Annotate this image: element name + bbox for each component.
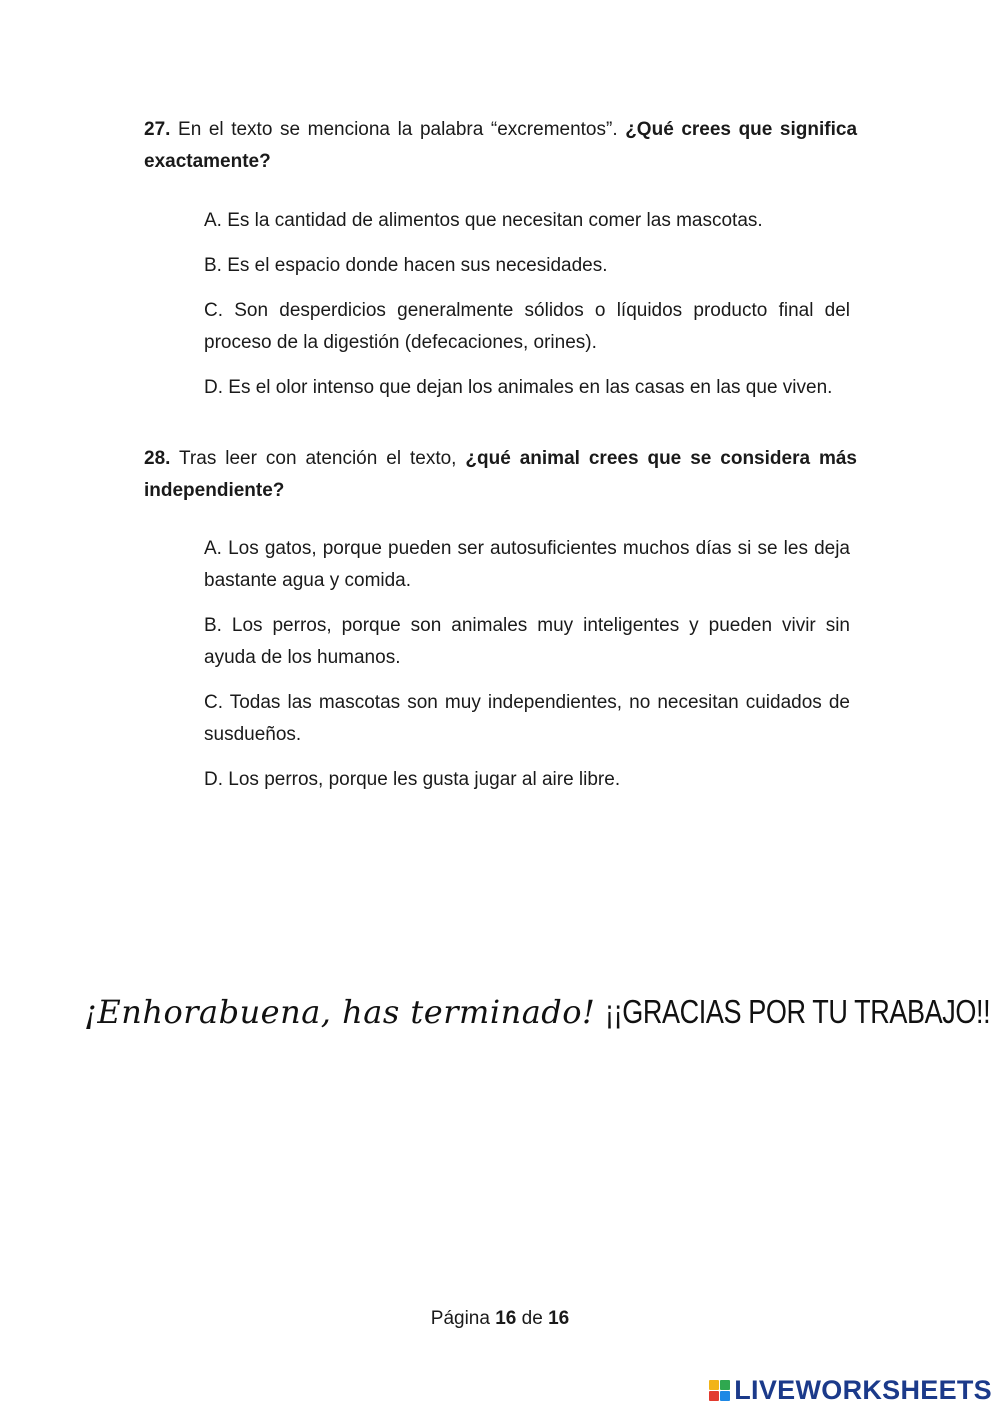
logo-square <box>709 1380 719 1390</box>
option-c: C. Todas las mascotas son muy independientes, no necesitan cuidados de susdueños. <box>204 692 850 745</box>
option-d: D. Es el olor intenso que dejan los animales en las casas en las que viven. <box>204 377 833 398</box>
question-28 <box>144 443 857 507</box>
thanks-text: ¡¡GRACIAS POR TU TRABAJO!! <box>605 993 991 1030</box>
liveworksheets-brand[interactable] <box>709 1375 992 1406</box>
option-b: B. Es el espacio donde hacen sus necesidades. <box>204 255 608 276</box>
page-footer <box>0 1308 1000 1330</box>
option-d: D. Los perros, porque les gusta jugar al aire libre. <box>204 769 621 790</box>
question-27 <box>144 114 857 178</box>
page-total: 16 <box>548 1308 570 1329</box>
question-text: Tras leer con atención el texto, <box>179 448 457 469</box>
question-28-options <box>204 533 850 809</box>
option-a: A. Es la cantidad de alimentos que necesitan comer las mascotas. <box>204 210 763 231</box>
logo-square <box>720 1391 730 1401</box>
logo-square <box>720 1380 730 1390</box>
option-c: C. Son desperdicios generalmente sólidos o líquidos producto final del proceso de la digestión (defecaciones, orines). <box>204 300 850 353</box>
option-a: A. Los gatos, porque pueden ser autosuficientes muchos días si se les deja bastante agua y comida. <box>204 538 850 591</box>
question-prompt: ¿qué animal crees que se considera más independiente? <box>144 448 858 501</box>
brand-name: LIVEWORKSHEETS <box>734 1375 992 1405</box>
page-current: 16 <box>495 1308 517 1329</box>
congrats-text: ¡Enhorabuena, has terminado! <box>84 993 596 1031</box>
question-text: En el texto se menciona la palabra “excrementos”. <box>178 119 618 140</box>
page-label: Página <box>430 1308 490 1329</box>
question-number: 28. <box>144 448 171 469</box>
page-of: de <box>521 1308 543 1329</box>
question-number: 27. <box>144 119 171 140</box>
closing-message <box>84 990 991 1032</box>
question-prompt: ¿Qué crees que significa exactamente? <box>144 119 858 172</box>
option-b: B. Los perros, porque son animales muy inteligentes y pueden vivir sin ayuda de los humanos. <box>204 615 850 668</box>
question-27-options <box>204 205 850 417</box>
liveworksheets-logo-icon <box>709 1380 730 1401</box>
logo-square <box>709 1391 719 1401</box>
